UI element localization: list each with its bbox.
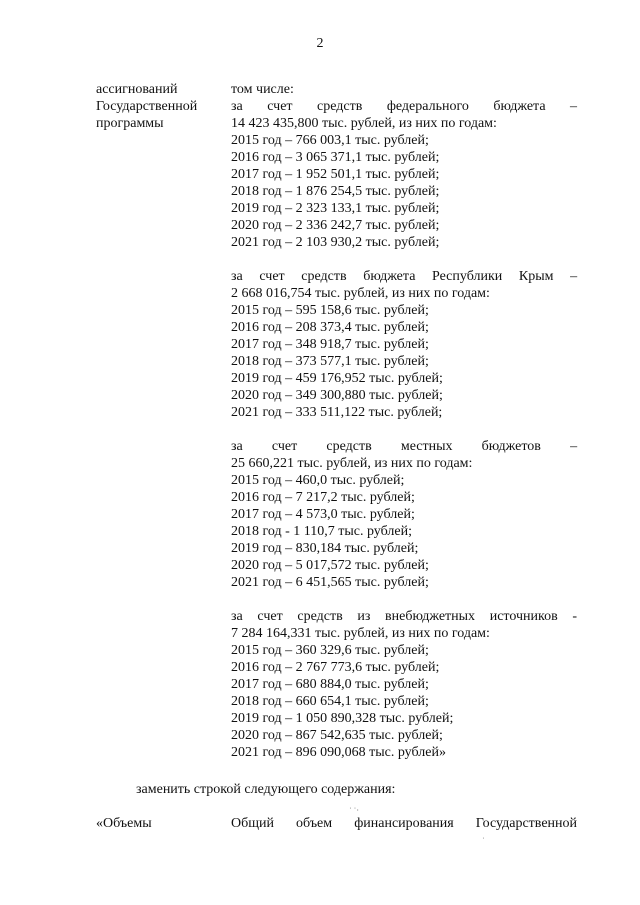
funding-total-line: 7 284 164,331 тыс. рублей, из них по годам: <box>231 626 490 641</box>
year-amount-line: 2017 год – 1 952 501,1 тыс. рублей; <box>231 167 440 182</box>
volumes-label: «Объемы <box>96 816 152 831</box>
left-column-label <box>96 81 216 132</box>
heading-word: счет <box>267 99 293 114</box>
year-amount-line: 2017 год – 348 918,7 тыс. рублей; <box>231 337 429 352</box>
year-amount-line: 2021 год – 2 103 930,2 тыс. рублей; <box>231 235 440 250</box>
left-label-line: ассигнований <box>96 82 178 97</box>
year-amount-line: 2018 год - 1 110,7 тыс. рублей; <box>231 524 412 539</box>
heading-word: бюджета <box>363 269 416 284</box>
block-spacer <box>231 421 577 438</box>
left-label-line: Государственной <box>96 99 198 114</box>
heading-word: за <box>231 99 243 114</box>
year-amount-line: 2015 год – 766 003,1 тыс. рублей; <box>231 133 429 148</box>
heading-word: за <box>231 609 243 624</box>
year-amount-line: 2018 год – 373 577,1 тыс. рублей; <box>231 354 429 369</box>
funding-source-heading <box>231 608 577 625</box>
funding-source-block <box>231 268 577 421</box>
funding-total-line: 25 660,221 тыс. рублей, из них по годам: <box>231 456 473 471</box>
total-funding-heading <box>231 815 577 832</box>
heading-word: внебюджетных <box>385 609 476 624</box>
year-amount-line: 2015 год – 360 329,6 тыс. рублей; <box>231 643 429 658</box>
year-amount-line: 2019 год – 830,184 тыс. рублей; <box>231 541 419 556</box>
heading-word: – <box>570 269 578 284</box>
heading-word: бюджета <box>493 99 546 114</box>
heading-word: объем <box>296 816 333 831</box>
heading-word: финансирования <box>354 816 454 831</box>
scan-speck: ˙ ˙· <box>349 806 359 815</box>
year-amount-line: 2016 год – 3 065 371,1 тыс. рублей; <box>231 150 440 165</box>
funding-total-line: 2 668 016,754 тыс. рублей, из них по годам: <box>231 286 490 301</box>
funding-total-line: 14 423 435,800 тыс. рублей, из них по годам: <box>231 116 497 131</box>
heading-word: счет <box>259 269 285 284</box>
heading-word: Крым <box>518 269 554 284</box>
year-amount-line: 2019 год – 2 323 133,1 тыс. рублей; <box>231 201 440 216</box>
heading-word: Государственной <box>475 816 578 831</box>
replace-instruction: заменить строкой следующего содержания: <box>136 782 396 797</box>
year-amount-line: 2021 год – 896 090,068 тыс. рублей» <box>231 745 446 760</box>
funding-source-block <box>231 98 577 251</box>
funding-source-block <box>231 438 577 591</box>
heading-word: - <box>572 609 578 624</box>
heading-word: Общий <box>231 816 274 831</box>
page-number: 2 <box>316 36 324 51</box>
year-amount-line: 2017 год – 4 573,0 тыс. рублей; <box>231 507 415 522</box>
funding-source-heading <box>231 438 577 455</box>
funding-column <box>231 81 577 761</box>
year-amount-line: 2020 год – 867 542,635 тыс. рублей; <box>231 728 443 743</box>
year-amount-line: 2019 год – 1 050 890,328 тыс. рублей; <box>231 711 454 726</box>
heading-word: федерального <box>386 99 469 114</box>
heading-word: – <box>570 439 578 454</box>
year-amount-line: 2015 год – 460,0 тыс. рублей; <box>231 473 405 488</box>
funding-source-heading <box>231 268 577 285</box>
year-amount-line: 2020 год – 349 300,880 тыс. рублей; <box>231 388 443 403</box>
year-amount-line: 2018 год – 1 876 254,5 тыс. рублей; <box>231 184 440 199</box>
heading-word: за <box>231 269 243 284</box>
year-amount-line: 2020 год – 5 017,572 тыс. рублей; <box>231 558 429 573</box>
year-amount-line: 2016 год – 208 373,4 тыс. рублей; <box>231 320 429 335</box>
funding-source-block <box>231 608 577 761</box>
heading-word: Республики <box>432 269 503 284</box>
year-amount-line: 2017 год – 680 884,0 тыс. рублей; <box>231 677 429 692</box>
heading-word: за <box>231 439 243 454</box>
heading-word: источников <box>489 609 558 624</box>
year-amount-line: 2016 год – 2 767 773,6 тыс. рублей; <box>231 660 440 675</box>
heading-word: средств <box>326 439 372 454</box>
year-amount-line: 2020 год – 2 336 242,7 тыс. рублей; <box>231 218 440 233</box>
heading-word: счет <box>271 439 298 454</box>
intro-line: том числе: <box>231 82 294 97</box>
year-amount-line: 2021 год – 333 511,122 тыс. рублей; <box>231 405 443 420</box>
heading-word: средств <box>301 269 347 284</box>
year-amount-line: 2016 год – 7 217,2 тыс. рублей; <box>231 490 415 505</box>
heading-word: счет <box>257 609 283 624</box>
year-amount-line: 2021 год – 6 451,565 тыс. рублей; <box>231 575 429 590</box>
year-amount-line: 2019 год – 459 176,952 тыс. рублей; <box>231 371 443 386</box>
heading-word: – <box>570 99 578 114</box>
heading-word: средств <box>297 609 343 624</box>
heading-word: из <box>357 609 371 624</box>
heading-word: бюджетов <box>481 439 541 454</box>
year-amount-line: 2015 год – 595 158,6 тыс. рублей; <box>231 303 429 318</box>
heading-word: средств <box>317 99 363 114</box>
year-amount-line: 2018 год – 660 654,1 тыс. рублей; <box>231 694 429 709</box>
funding-source-heading <box>231 98 577 115</box>
block-spacer <box>231 251 577 268</box>
left-label-line: программы <box>96 116 164 131</box>
block-spacer <box>231 591 577 608</box>
scan-speck: ˙ <box>482 836 485 845</box>
heading-word: местных <box>400 439 453 454</box>
